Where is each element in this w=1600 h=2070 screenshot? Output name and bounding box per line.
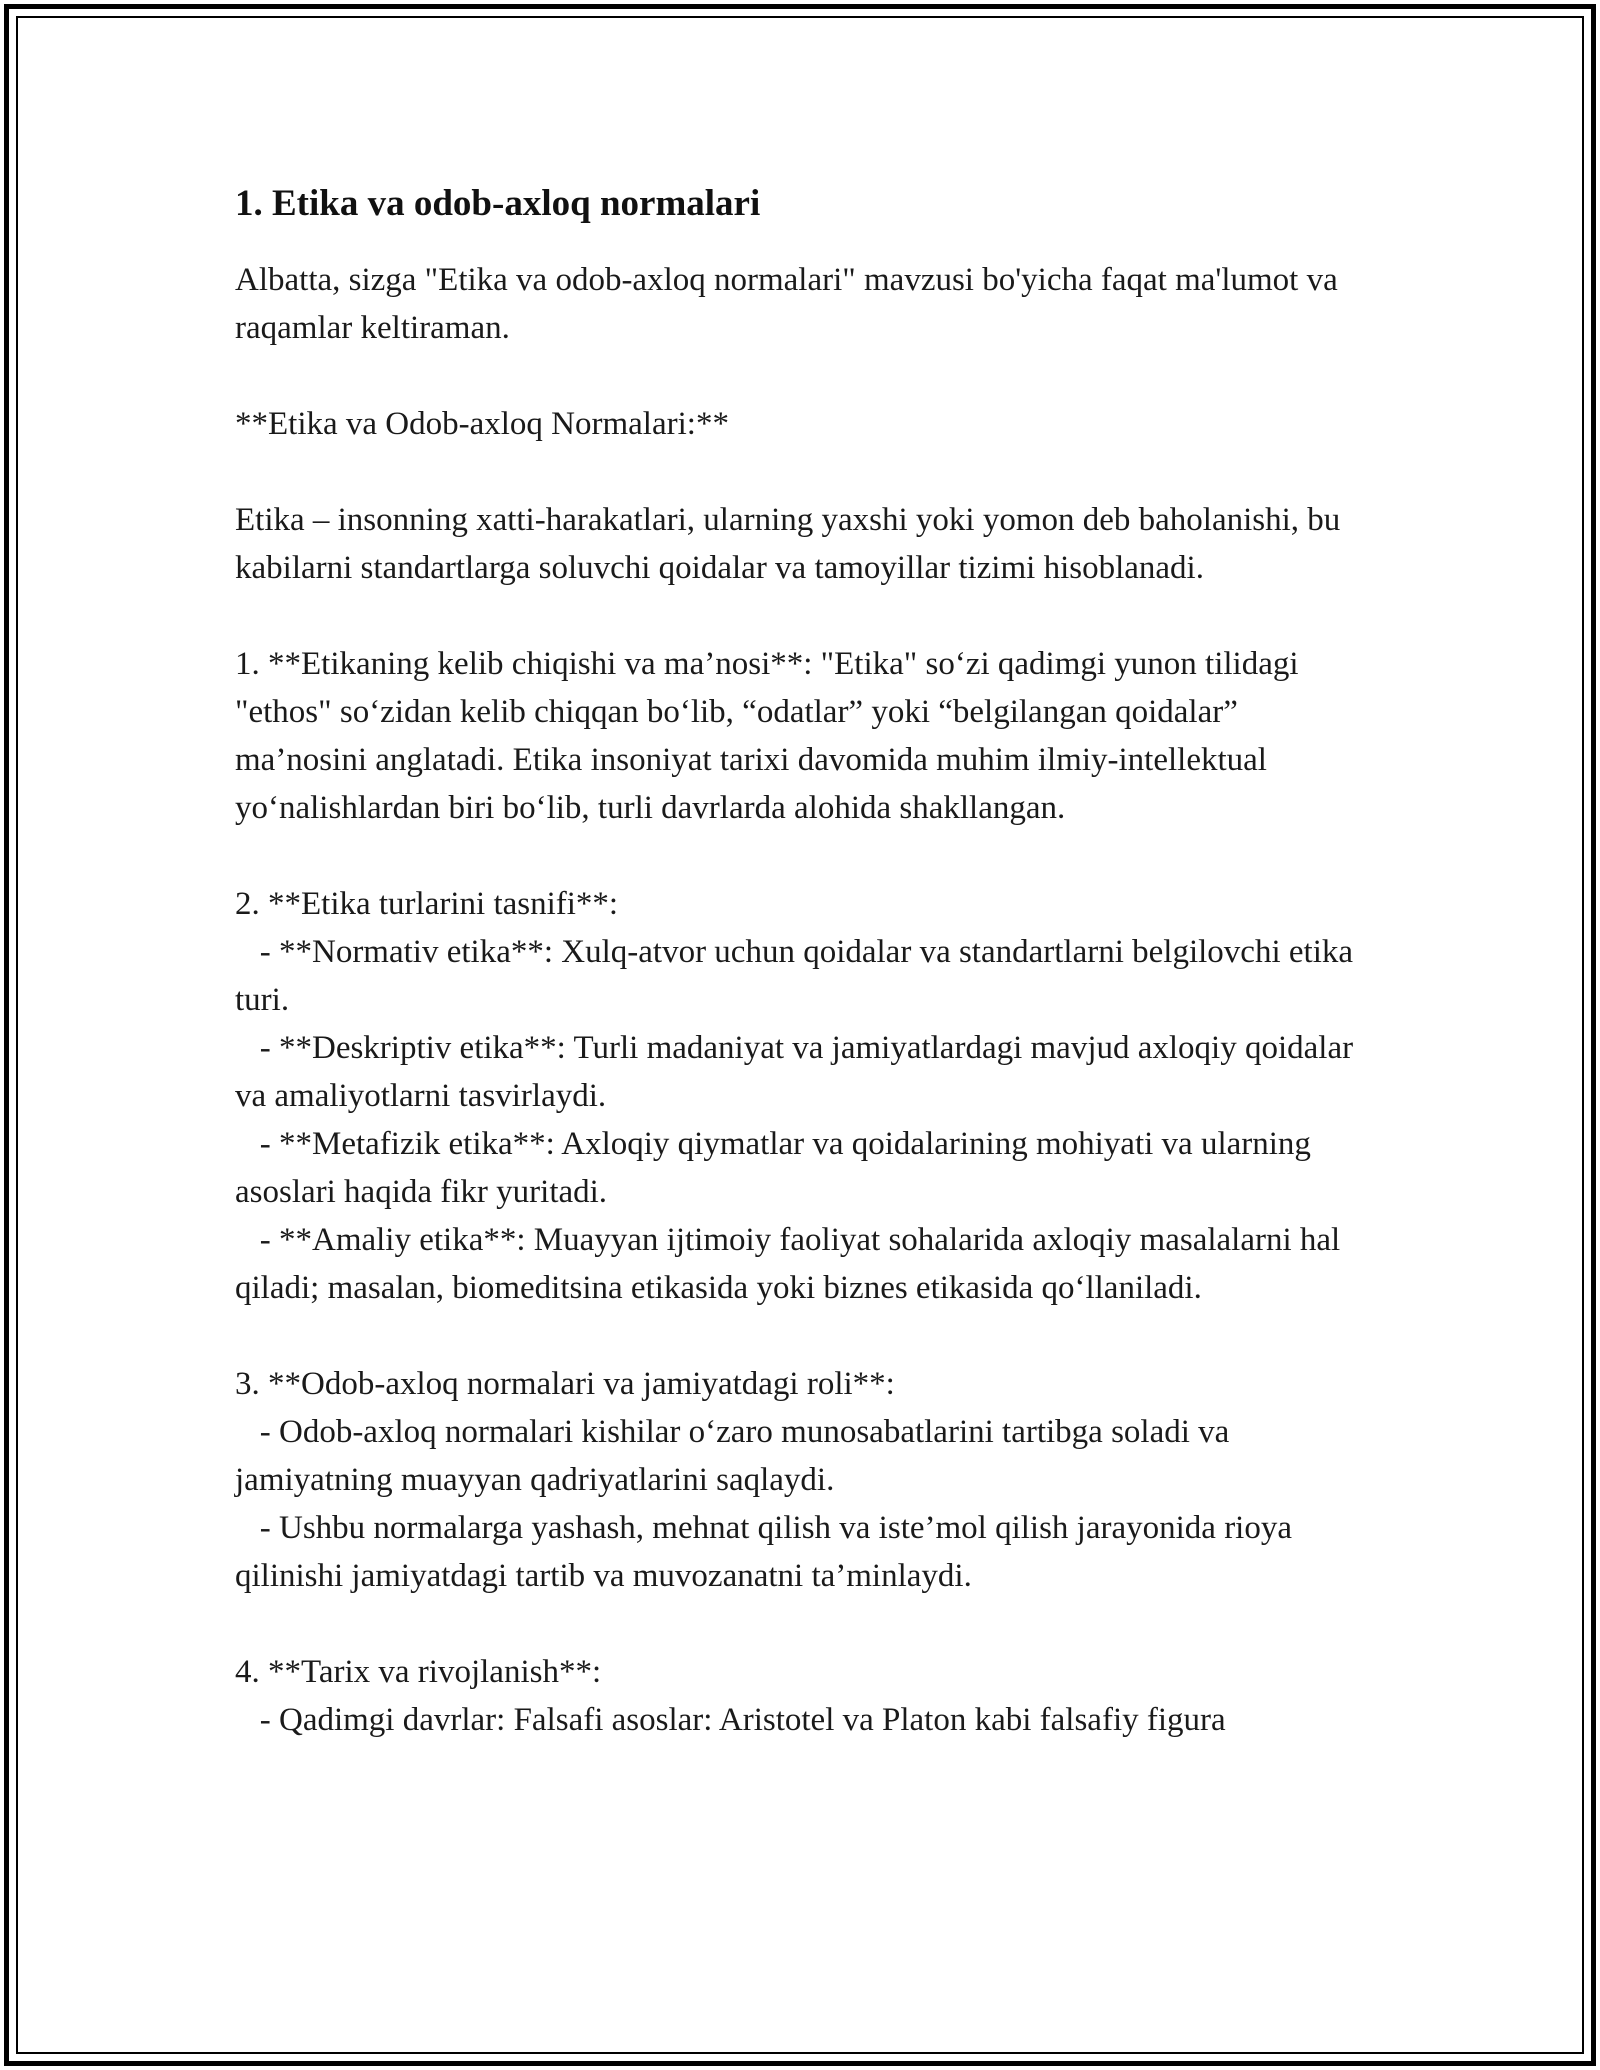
- section-2-item: [235, 928, 1365, 1024]
- section-4-item: [235, 1696, 1365, 1744]
- section-2-item-text: - **Normativ etika**: Xulq-atvor uchun qoidalar va standartlarni belgilovchi etika turi.: [235, 934, 1354, 1018]
- section-2-item: [235, 1120, 1365, 1216]
- section-3-item-text: - Odob-axloq normalari kishilar o‘zaro munosabatlarini tartibga soladi va jamiyatning muayyan qadriyatlarini saqlaydi.: [235, 1414, 1230, 1498]
- document-body: [235, 180, 1365, 1792]
- section-2-item-text: - **Deskriptiv etika**: Turli madaniyat va jamiyatlardagi mavjud axloqiy qoidalar va amaliyotlarni tasvirlaydi.: [235, 1030, 1354, 1114]
- section-3-item: [235, 1504, 1365, 1600]
- intro-paragraph: Albatta, sizga "Etika va odob-axloq normalari" mavzusi bo'yicha faqat ma'lumot va raqamlar keltiraman.: [235, 262, 1338, 346]
- section-3-item: [235, 1408, 1365, 1504]
- definition-paragraph: Etika – insonning xatti-harakatlari, ularning yaxshi yoki yomon deb baholanishi, bu kabilarni standartlarga soluvchi qoidalar va tamoyillar tizimi hisoblanadi.: [235, 502, 1341, 586]
- section-4-title: 4. **Tarix va rivojlanish**:: [235, 1654, 602, 1690]
- section-3-block: [235, 1360, 1365, 1600]
- subheading-paragraph: **Etika va Odob-axloq Normalari:**: [235, 406, 729, 442]
- section-4-item-text: - Qadimgi davrlar: Falsafi asoslar: Aristotel va Platon kabi falsafiy figura: [259, 1702, 1226, 1738]
- section-3-title: 3. **Odob-axloq normalari va jamiyatdagi roli**:: [235, 1366, 895, 1402]
- document-title: 1. Etika va odob-axloq normalari: [235, 183, 761, 224]
- section-2-block: [235, 880, 1365, 1312]
- section-1-paragraph: 1. **Etikaning kelib chiqishi va ma’nosi**: "Etika" so‘zi qadimgi yunon tilidagi "ethos" so‘zidan kelib chiqqan bo‘lib, “odatlar” yoki “belgilangan qoidalar” ma’nosini anglatadi. Etika insoniyat tarixi davomida muhim ilmiy-intellektual yo‘nalishlardan biri bo‘lib, turli davrlarda alohida shakllangan.: [235, 646, 1299, 826]
- section-3-item-text: - Ushbu normalarga yashash, mehnat qilish va iste’mol qilish jarayonida rioya qilinishi jamiyatdagi tartib va muvozanatni ta’minlaydi.: [235, 1510, 1292, 1594]
- section-2-item-text: - **Amaliy etika**: Muayyan ijtimoiy faoliyat sohalarida axloqiy masalalarni hal qiladi; masalan, biomeditsina etikasida yoki biznes etikasida qo‘llaniladi.: [235, 1222, 1341, 1306]
- section-2-item: [235, 1024, 1365, 1120]
- section-2-item: [235, 1216, 1365, 1312]
- section-2-title: 2. **Etika turlarini tasnifi**:: [235, 886, 619, 922]
- section-4-block: [235, 1648, 1365, 1744]
- section-2-item-text: - **Metafizik etika**: Axloqiy qiymatlar va qoidalarining mohiyati va ularning asoslari haqida fikr yuritadi.: [235, 1126, 1311, 1210]
